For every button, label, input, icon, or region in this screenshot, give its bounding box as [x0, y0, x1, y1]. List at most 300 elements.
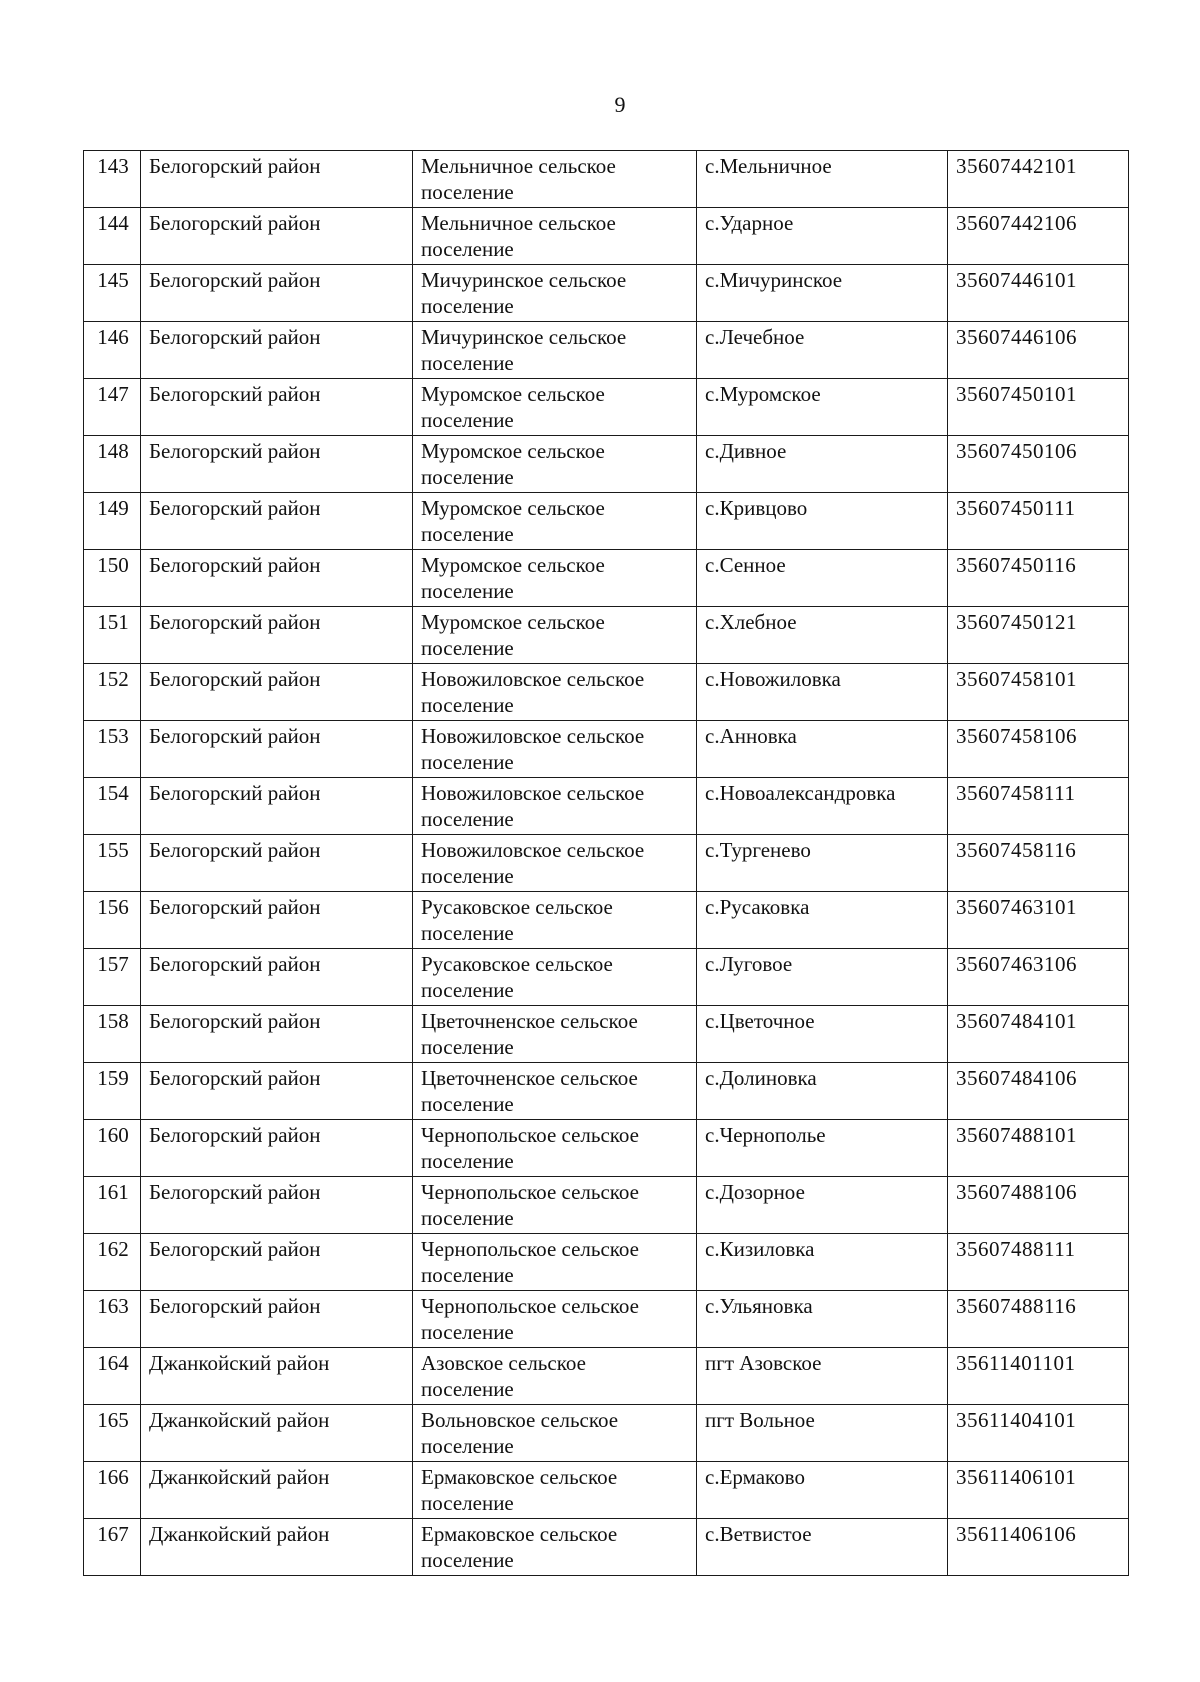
- oktmo-code: 35607458116: [956, 838, 1077, 862]
- settlement-cell: [413, 151, 697, 208]
- settlement-name-line2: поселение: [421, 693, 514, 717]
- code-cell: [948, 1405, 1129, 1462]
- code-cell: [948, 1348, 1129, 1405]
- district-cell: [141, 493, 413, 550]
- row-number: 160: [97, 1123, 129, 1147]
- settlement-cell: [413, 436, 697, 493]
- oktmo-code: 35611406101: [956, 1465, 1077, 1489]
- row-number: 145: [97, 268, 129, 292]
- row-number-cell: [84, 1348, 141, 1405]
- settlement-name-line1: Чернопольское сельское: [421, 1123, 639, 1147]
- settlement-name-line2: поселение: [421, 1377, 514, 1401]
- district-name: Джанкойский район: [149, 1522, 330, 1546]
- row-number: 146: [97, 325, 129, 349]
- row-number-cell: [84, 493, 141, 550]
- settlement-name-line1: Мельничное сельское: [421, 154, 616, 178]
- row-number-cell: [84, 1519, 141, 1576]
- district-cell: [141, 607, 413, 664]
- oktmo-code: 35607450116: [956, 553, 1077, 577]
- district-name: Белогорский район: [149, 1180, 321, 1204]
- settlement-name-line2: поселение: [421, 1434, 514, 1458]
- locality-cell: [697, 1063, 948, 1120]
- row-number: 158: [97, 1009, 129, 1033]
- settlement-name-line1: Муромское сельское: [421, 553, 605, 577]
- row-number-cell: [84, 1006, 141, 1063]
- row-number: 157: [97, 952, 129, 976]
- row-number: 161: [97, 1180, 129, 1204]
- settlement-name-line1: Цветочненское сельское: [421, 1066, 638, 1090]
- settlement-name-line2: поселение: [421, 921, 514, 945]
- settlement-name-line1: Новожиловское сельское: [421, 724, 645, 748]
- district-name: Джанкойский район: [149, 1465, 330, 1489]
- oktmo-code: 35607450111: [956, 496, 1076, 520]
- table-row: [84, 151, 1129, 208]
- row-number-cell: [84, 1405, 141, 1462]
- code-cell: [948, 493, 1129, 550]
- district-name: Белогорский район: [149, 781, 321, 805]
- locality-cell: [697, 949, 948, 1006]
- district-cell: [141, 265, 413, 322]
- locality-name: с.Ульяновка: [705, 1294, 813, 1318]
- row-number-cell: [84, 208, 141, 265]
- code-cell: [948, 664, 1129, 721]
- district-cell: [141, 1462, 413, 1519]
- table-body: [84, 151, 1129, 1576]
- code-cell: [948, 1177, 1129, 1234]
- table-row: [84, 1177, 1129, 1234]
- code-cell: [948, 778, 1129, 835]
- locality-name: с.Муромское: [705, 382, 821, 406]
- row-number: 154: [97, 781, 129, 805]
- row-number-cell: [84, 1234, 141, 1291]
- district-name: Белогорский район: [149, 1123, 321, 1147]
- row-number-cell: [84, 436, 141, 493]
- settlement-name-line1: Чернопольское сельское: [421, 1237, 639, 1261]
- locality-cell: [697, 1006, 948, 1063]
- row-number-cell: [84, 664, 141, 721]
- district-name: Белогорский район: [149, 1294, 321, 1318]
- settlement-name-line1: Мичуринское сельское: [421, 268, 627, 292]
- table-row: [84, 1063, 1129, 1120]
- locality-cell: [697, 835, 948, 892]
- district-name: Белогорский район: [149, 268, 321, 292]
- oktmo-code: 35607450121: [956, 610, 1077, 634]
- district-name: Белогорский район: [149, 325, 321, 349]
- row-number-cell: [84, 835, 141, 892]
- settlement-cell: [413, 1462, 697, 1519]
- settlement-name-line1: Цветочненское сельское: [421, 1009, 638, 1033]
- oktmo-code: 35607484101: [956, 1009, 1077, 1033]
- district-cell: [141, 1177, 413, 1234]
- table-row: [84, 1006, 1129, 1063]
- row-number: 144: [97, 211, 129, 235]
- district-name: Белогорский район: [149, 1237, 321, 1261]
- settlement-cell: [413, 1291, 697, 1348]
- settlement-name-line2: поселение: [421, 351, 514, 375]
- district-name: Белогорский район: [149, 724, 321, 748]
- locality-name: с.Мичуринское: [705, 268, 843, 292]
- locality-name: с.Хлебное: [705, 610, 797, 634]
- page-number: 9: [614, 92, 626, 117]
- oktmo-code: 35607488116: [956, 1294, 1077, 1318]
- district-cell: [141, 892, 413, 949]
- settlement-cell: [413, 1519, 697, 1576]
- district-name: Белогорский район: [149, 382, 321, 406]
- settlement-name-line1: Муромское сельское: [421, 439, 605, 463]
- row-number: 164: [97, 1351, 129, 1375]
- settlement-name-line2: поселение: [421, 807, 514, 831]
- settlement-name-line1: Азовское сельское: [421, 1351, 586, 1375]
- locality-name: с.Новожиловка: [705, 667, 841, 691]
- district-cell: [141, 436, 413, 493]
- district-cell: [141, 949, 413, 1006]
- locality-name: с.Ветвистое: [705, 1522, 812, 1546]
- locality-cell: [697, 1462, 948, 1519]
- district-cell: [141, 151, 413, 208]
- oktmo-code: 35607488111: [956, 1237, 1076, 1261]
- locality-cell: [697, 550, 948, 607]
- settlement-name-line2: поселение: [421, 1092, 514, 1116]
- locality-cell: [697, 265, 948, 322]
- oktmo-code: 35607484106: [956, 1066, 1077, 1090]
- locality-name: с.Русаковка: [705, 895, 810, 919]
- settlement-name-line2: поселение: [421, 750, 514, 774]
- table-row: [84, 949, 1129, 1006]
- locality-cell: [697, 1348, 948, 1405]
- oktmo-code: 35607458111: [956, 781, 1076, 805]
- table-row: [84, 208, 1129, 265]
- row-number: 147: [97, 382, 129, 406]
- locality-name: с.Лечебное: [705, 325, 805, 349]
- row-number: 153: [97, 724, 129, 748]
- oktmo-code: 35611401101: [956, 1351, 1076, 1375]
- district-cell: [141, 1006, 413, 1063]
- code-cell: [948, 721, 1129, 778]
- settlement-cell: [413, 550, 697, 607]
- settlement-name-line2: поселение: [421, 1320, 514, 1344]
- row-number: 152: [97, 667, 129, 691]
- district-cell: [141, 1120, 413, 1177]
- district-cell: [141, 1234, 413, 1291]
- locality-name: с.Луговое: [705, 952, 793, 976]
- table-row: [84, 265, 1129, 322]
- settlement-name-line1: Новожиловское сельское: [421, 667, 645, 691]
- oktmo-code: 35607450106: [956, 439, 1077, 463]
- settlement-name-line1: Муромское сельское: [421, 382, 605, 406]
- oktmo-code: 35611404101: [956, 1408, 1077, 1432]
- row-number-cell: [84, 322, 141, 379]
- locality-cell: [697, 208, 948, 265]
- settlement-name-line2: поселение: [421, 294, 514, 318]
- table-row: [84, 436, 1129, 493]
- row-number: 163: [97, 1294, 129, 1318]
- settlement-name-line2: поселение: [421, 864, 514, 888]
- row-number: 143: [97, 154, 129, 178]
- district-cell: [141, 1348, 413, 1405]
- settlement-cell: [413, 1120, 697, 1177]
- row-number: 148: [97, 439, 129, 463]
- settlement-name-line2: поселение: [421, 408, 514, 432]
- locality-cell: [697, 493, 948, 550]
- settlement-cell: [413, 664, 697, 721]
- district-name: Белогорский район: [149, 553, 321, 577]
- district-cell: [141, 835, 413, 892]
- row-number-cell: [84, 949, 141, 1006]
- settlement-cell: [413, 379, 697, 436]
- district-name: Белогорский район: [149, 1066, 321, 1090]
- settlement-name-line1: Русаковское сельское: [421, 895, 613, 919]
- oktmo-code: 35611406106: [956, 1522, 1077, 1546]
- locality-cell: [697, 1177, 948, 1234]
- row-number-cell: [84, 721, 141, 778]
- locality-name: с.Ударное: [705, 211, 794, 235]
- district-cell: [141, 322, 413, 379]
- settlement-cell: [413, 835, 697, 892]
- settlement-cell: [413, 778, 697, 835]
- row-number-cell: [84, 1177, 141, 1234]
- code-cell: [948, 949, 1129, 1006]
- row-number-cell: [84, 892, 141, 949]
- locality-cell: [697, 322, 948, 379]
- table-row: [84, 1405, 1129, 1462]
- locality-cell: [697, 151, 948, 208]
- oktmo-code: 35607458101: [956, 667, 1077, 691]
- locality-name: с.Новоалександровка: [705, 781, 896, 805]
- oktmo-code: 35607446101: [956, 268, 1077, 292]
- code-cell: [948, 265, 1129, 322]
- locality-name: пгт Вольное: [705, 1408, 815, 1432]
- row-number-cell: [84, 607, 141, 664]
- district-cell: [141, 379, 413, 436]
- settlement-name-line2: поселение: [421, 1206, 514, 1230]
- district-name: Белогорский район: [149, 154, 321, 178]
- oktmo-code: 35607463101: [956, 895, 1077, 919]
- settlements-table: [83, 150, 1129, 1576]
- table-row: [84, 835, 1129, 892]
- table-row: [84, 607, 1129, 664]
- oktmo-code: 35607458106: [956, 724, 1077, 748]
- district-name: Белогорский район: [149, 496, 321, 520]
- table-row: [84, 322, 1129, 379]
- table-row: [84, 1291, 1129, 1348]
- code-cell: [948, 208, 1129, 265]
- locality-cell: [697, 778, 948, 835]
- district-cell: [141, 1063, 413, 1120]
- oktmo-code: 35607463106: [956, 952, 1077, 976]
- district-cell: [141, 778, 413, 835]
- row-number-cell: [84, 1120, 141, 1177]
- settlement-name-line2: поселение: [421, 522, 514, 546]
- row-number-cell: [84, 1063, 141, 1120]
- table-row: [84, 379, 1129, 436]
- district-name: Джанкойский район: [149, 1408, 330, 1432]
- locality-name: с.Долиновка: [705, 1066, 817, 1090]
- locality-cell: [697, 664, 948, 721]
- oktmo-code: 35607446106: [956, 325, 1077, 349]
- table-row: [84, 493, 1129, 550]
- row-number: 149: [97, 496, 129, 520]
- locality-name: с.Кривцово: [705, 496, 808, 520]
- locality-cell: [697, 379, 948, 436]
- locality-cell: [697, 1234, 948, 1291]
- table-row: [84, 1234, 1129, 1291]
- code-cell: [948, 835, 1129, 892]
- settlement-cell: [413, 1234, 697, 1291]
- district-name: Белогорский район: [149, 610, 321, 634]
- district-name: Белогорский район: [149, 838, 321, 862]
- settlement-name-line1: Чернопольское сельское: [421, 1294, 639, 1318]
- district-name: Белогорский район: [149, 1009, 321, 1033]
- code-cell: [948, 1120, 1129, 1177]
- code-cell: [948, 151, 1129, 208]
- settlement-name-line2: поселение: [421, 579, 514, 603]
- settlement-name-line2: поселение: [421, 180, 514, 204]
- settlement-name-line2: поселение: [421, 1035, 514, 1059]
- locality-cell: [697, 721, 948, 778]
- district-name: Белогорский район: [149, 211, 321, 235]
- settlement-name-line2: поселение: [421, 1548, 514, 1572]
- settlement-name-line1: Новожиловское сельское: [421, 838, 645, 862]
- settlement-cell: [413, 1177, 697, 1234]
- settlement-name-line1: Муромское сельское: [421, 610, 605, 634]
- settlement-name-line2: поселение: [421, 636, 514, 660]
- settlement-cell: [413, 1063, 697, 1120]
- code-cell: [948, 550, 1129, 607]
- table-row: [84, 721, 1129, 778]
- locality-name: с.Цветочное: [705, 1009, 815, 1033]
- settlement-cell: [413, 1006, 697, 1063]
- code-cell: [948, 322, 1129, 379]
- table-row: [84, 1519, 1129, 1576]
- table-row: [84, 1462, 1129, 1519]
- code-cell: [948, 379, 1129, 436]
- oktmo-code: 35607442106: [956, 211, 1077, 235]
- oktmo-code: 35607442101: [956, 154, 1077, 178]
- settlement-name-line2: поселение: [421, 1263, 514, 1287]
- row-number: 155: [97, 838, 129, 862]
- settlement-cell: [413, 322, 697, 379]
- row-number: 151: [97, 610, 129, 634]
- settlement-cell: [413, 265, 697, 322]
- row-number: 166: [97, 1465, 129, 1489]
- oktmo-code: 35607488106: [956, 1180, 1077, 1204]
- settlement-name-line2: поселение: [421, 237, 514, 261]
- settlement-name-line1: Русаковское сельское: [421, 952, 613, 976]
- district-name: Белогорский район: [149, 439, 321, 463]
- district-cell: [141, 1291, 413, 1348]
- district-cell: [141, 664, 413, 721]
- locality-name: пгт Азовское: [705, 1351, 822, 1375]
- code-cell: [948, 1291, 1129, 1348]
- oktmo-code: 35607488101: [956, 1123, 1077, 1147]
- row-number-cell: [84, 550, 141, 607]
- settlement-cell: [413, 208, 697, 265]
- district-cell: [141, 721, 413, 778]
- code-cell: [948, 1519, 1129, 1576]
- district-name: Джанкойский район: [149, 1351, 330, 1375]
- settlement-name-line1: Мельничное сельское: [421, 211, 616, 235]
- row-number-cell: [84, 778, 141, 835]
- code-cell: [948, 1462, 1129, 1519]
- oktmo-code: 35607450101: [956, 382, 1077, 406]
- row-number: 150: [97, 553, 129, 577]
- row-number-cell: [84, 379, 141, 436]
- settlement-name-line1: Мичуринское сельское: [421, 325, 627, 349]
- settlement-cell: [413, 721, 697, 778]
- locality-name: с.Дивное: [705, 439, 787, 463]
- settlement-name-line2: поселение: [421, 1491, 514, 1515]
- locality-name: с.Кизиловка: [705, 1237, 815, 1261]
- row-number: 165: [97, 1408, 129, 1432]
- settlement-name-line2: поселение: [421, 978, 514, 1002]
- settlement-name-line2: поселение: [421, 1149, 514, 1173]
- settlement-name-line1: Муромское сельское: [421, 496, 605, 520]
- code-cell: [948, 1006, 1129, 1063]
- settlement-name-line1: Ермаковское сельское: [421, 1522, 618, 1546]
- table-row: [84, 778, 1129, 835]
- district-cell: [141, 1519, 413, 1576]
- code-cell: [948, 1063, 1129, 1120]
- code-cell: [948, 607, 1129, 664]
- row-number-cell: [84, 151, 141, 208]
- locality-cell: [697, 1405, 948, 1462]
- locality-name: с.Дозорное: [705, 1180, 805, 1204]
- locality-name: с.Тургенево: [705, 838, 811, 862]
- settlement-cell: [413, 493, 697, 550]
- table-row: [84, 1120, 1129, 1177]
- row-number-cell: [84, 1291, 141, 1348]
- table-row: [84, 1348, 1129, 1405]
- district-name: Белогорский район: [149, 667, 321, 691]
- settlement-cell: [413, 1348, 697, 1405]
- settlement-cell: [413, 1405, 697, 1462]
- locality-name: с.Ермаково: [705, 1465, 805, 1489]
- locality-name: с.Чернополье: [705, 1123, 826, 1147]
- code-cell: [948, 892, 1129, 949]
- locality-cell: [697, 1120, 948, 1177]
- row-number-cell: [84, 1462, 141, 1519]
- district-cell: [141, 550, 413, 607]
- code-cell: [948, 436, 1129, 493]
- row-number: 159: [97, 1066, 129, 1090]
- district-cell: [141, 1405, 413, 1462]
- row-number: 156: [97, 895, 129, 919]
- settlement-cell: [413, 607, 697, 664]
- row-number-cell: [84, 265, 141, 322]
- table-row: [84, 892, 1129, 949]
- locality-cell: [697, 607, 948, 664]
- locality-cell: [697, 1519, 948, 1576]
- settlement-name-line1: Вольновское сельское: [421, 1408, 619, 1432]
- table-row: [84, 550, 1129, 607]
- table-row: [84, 664, 1129, 721]
- district-cell: [141, 208, 413, 265]
- locality-name: с.Мельничное: [705, 154, 832, 178]
- row-number: 167: [97, 1522, 129, 1546]
- locality-name: с.Анновка: [705, 724, 797, 748]
- settlement-cell: [413, 949, 697, 1006]
- district-name: Белогорский район: [149, 895, 321, 919]
- settlement-cell: [413, 892, 697, 949]
- locality-cell: [697, 1291, 948, 1348]
- code-cell: [948, 1234, 1129, 1291]
- district-name: Белогорский район: [149, 952, 321, 976]
- settlement-name-line1: Новожиловское сельское: [421, 781, 645, 805]
- settlement-name-line1: Ермаковское сельское: [421, 1465, 618, 1489]
- settlement-name-line1: Чернопольское сельское: [421, 1180, 639, 1204]
- locality-name: с.Сенное: [705, 553, 786, 577]
- locality-cell: [697, 892, 948, 949]
